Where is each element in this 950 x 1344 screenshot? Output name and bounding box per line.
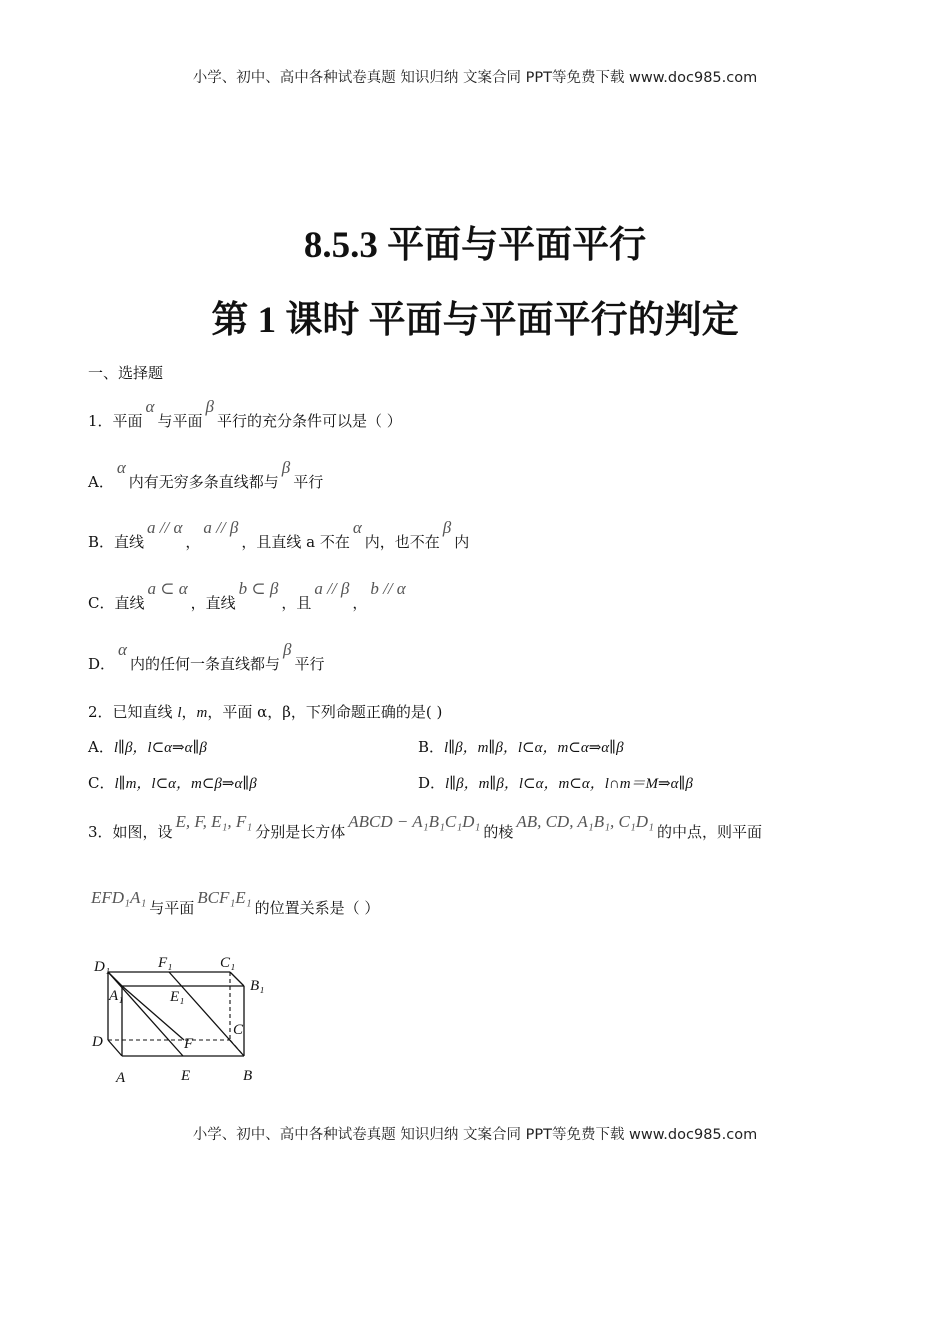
label-b: B [243,1068,253,1084]
q1-option-b: B．直线a // α，a // β，且直线 a 不在α内，也不在β内 [88,518,470,551]
page-footer: 小学、初中、高中各种试卷真题 知识归纳 文案合同 PPT等免费下载 www.doc985.com [192,1127,758,1143]
page-subtitle: 第 1 课时 平面与平面平行的判定 [211,300,739,341]
label-d: D [92,1034,103,1050]
q1-option-c: C．直线a ⊂ α，直线b ⊂ β，且a // β，b // α [88,579,406,612]
line-f1-b [169,972,244,1056]
label-e1: E₁ [170,989,185,1005]
edge-d-a [108,1040,122,1056]
q1-option-d: D．α内的任何一条直线都与β平行 [88,640,325,673]
label-d1: D₁ [94,959,111,975]
label-e: E [181,1068,191,1084]
line-d1-e [108,972,183,1056]
q2-option-a: A．l∥β，l⊂α⇒α∥β [88,738,207,756]
label-c1: C₁ [220,955,236,971]
label-f: F [184,1036,194,1052]
page-title: 8.5.3 平面与平面平行 [303,225,647,266]
question-2: 2．已知直线 l，m，平面 α，β，下列命题正确的是( ) [88,703,443,721]
label-b1: B₁ [250,978,265,994]
question-1: 1．平面α与平面β平行的充分条件可以是（ ） [88,397,402,430]
edge-c1-b1 [230,972,244,986]
cuboid-figure [86,952,286,1092]
section-heading: 一、选择题 [88,364,164,382]
label-a: A [116,1070,126,1086]
label-a1: A₁ [109,988,124,1004]
q2-option-b: B．l∥β，m∥β，l⊂α，m⊂α⇒α∥β [418,738,624,756]
label-f1: F₁ [158,955,173,971]
q2-option-d: D．l∥β，m∥β，l⊂α，m⊂α，l∩m＝M⇒α∥β [418,774,693,792]
math-beta: β [205,397,214,416]
question-3-cont: EFD₁A₁与平面BCF₁E₁的位置关系是（ ） [91,888,380,917]
page-header: 小学、初中、高中各种试卷真题 知识归纳 文案合同 PPT等免费下载 www.doc985.com [192,70,758,86]
math-alpha: α [145,397,155,416]
question-3: 3．如图，设E, F, E₁, F₁分别是长方体ABCD − A₁B₁C₁D₁的棱AB, CD, A₁B₁, C₁D₁的中点，则平面 [88,812,762,841]
q1-option-a: A．α内有无穷多条直线都与β平行 [88,458,324,491]
label-c: C [233,1022,244,1038]
q2-option-c: C．l∥m，l⊂α，m⊂β⇒α∥β [88,774,257,792]
